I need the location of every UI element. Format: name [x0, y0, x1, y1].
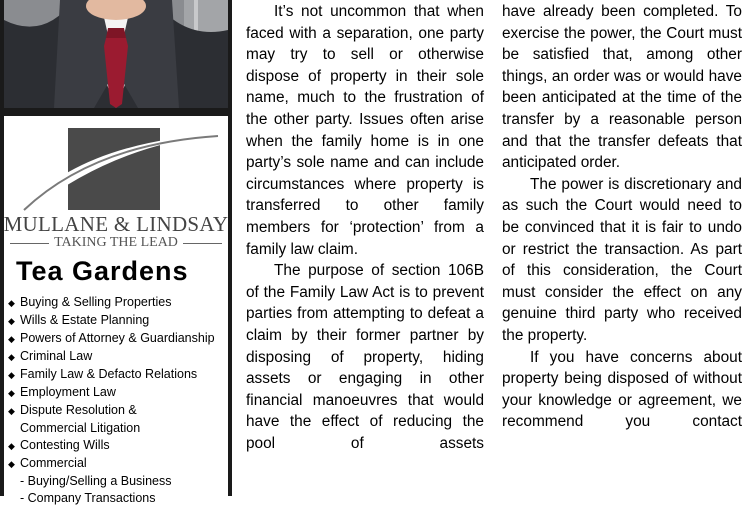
bullet-icon: ◆: [8, 298, 15, 308]
service-item: [8, 455, 215, 473]
service-label: Powers of Attorney & Guardianship: [20, 331, 215, 345]
bullet-icon: ◆: [8, 352, 15, 362]
service-item: [8, 473, 215, 490]
lawyer-photo: [4, 0, 228, 108]
service-label: Commercial: [20, 456, 87, 470]
service-item: [8, 420, 215, 437]
firm-name: MULLANE & LINDSAY: [3, 212, 229, 236]
article-paragraph: have already been completed. To exercise the power, the Court must be satisfied that, among other things, an order was or would have been anticipated at the time of the transfer by a reasonable person and that the transfer defeats that anticipated order.: [502, 3, 742, 172]
bullet-icon: ◆: [8, 316, 15, 326]
service-label: Family Law & Defacto Relations: [20, 367, 198, 381]
service-label: Commercial Litigation: [20, 421, 141, 435]
bullet-icon: ◆: [8, 370, 15, 380]
service-item: [8, 312, 215, 330]
service-item: [8, 348, 215, 366]
article-paragraph: It’s not uncommon that when faced with a separation, one party may try to sell or otherwise dispose of property in their sole name, much to the frustration of the other party. Issues often arise when the family home is in one party’s sole name and can include circumstances where property is transferred to other family members for ‘protection’ from a family law claim.: [246, 3, 484, 258]
office-location: Tea Gardens: [16, 256, 189, 286]
service-item: [8, 330, 215, 348]
tagline-rule-left: [10, 243, 49, 244]
tagline-rule-right: [183, 243, 222, 244]
tagline-row: [10, 235, 222, 251]
service-item: [8, 366, 215, 384]
bullet-icon: ◆: [8, 388, 15, 398]
lawyer-portrait-image: [4, 0, 228, 108]
service-label: Contesting Wills: [20, 438, 110, 452]
services-list: [8, 294, 215, 507]
bullet-icon: ◆: [8, 334, 15, 344]
bullet-icon: ◆: [8, 406, 15, 416]
advertisement-sidebar: [0, 0, 232, 505]
bullet-icon: ◆: [8, 459, 15, 469]
service-label: Buying & Selling Properties: [20, 295, 172, 309]
firm-logo: [4, 116, 228, 226]
service-item: [8, 402, 215, 420]
service-item: [8, 294, 215, 312]
article-paragraph: The purpose of section 106B of the Family Law Act is to prevent parties from attempting to defeat a claim by their former partner by disposing of property, hiding assets or engaging in other financial manoeuvres that would have the effect of reducing the pool of assets: [246, 262, 484, 452]
bullet-icon: ◆: [8, 441, 15, 451]
article-paragraph: The power is discretionary and as such the Court would need to be convinced that it is fair to undo or restrict the transaction. As part of this consideration, the Court must consider the effect on any genuine third party who received the property.: [502, 175, 742, 344]
firm-tagline: TAKING THE LEAD: [54, 235, 178, 250]
article-column-1: [246, 1, 484, 454]
service-label: Wills & Estate Planning: [20, 313, 150, 327]
service-label: - Company Transactions: [20, 491, 156, 505]
article-column-2: [502, 1, 742, 433]
service-item: [8, 384, 215, 402]
service-label: - Buying/Selling a Business: [20, 474, 172, 488]
service-label: Criminal Law: [20, 349, 93, 363]
article-paragraph: If you have concerns about property being disposed of without your knowledge or agreement, we recommend you contact: [502, 348, 742, 431]
service-label: Dispute Resolution &: [20, 403, 137, 417]
service-label: Employment Law: [20, 385, 116, 399]
service-item: [8, 490, 215, 507]
service-item: [8, 437, 215, 455]
